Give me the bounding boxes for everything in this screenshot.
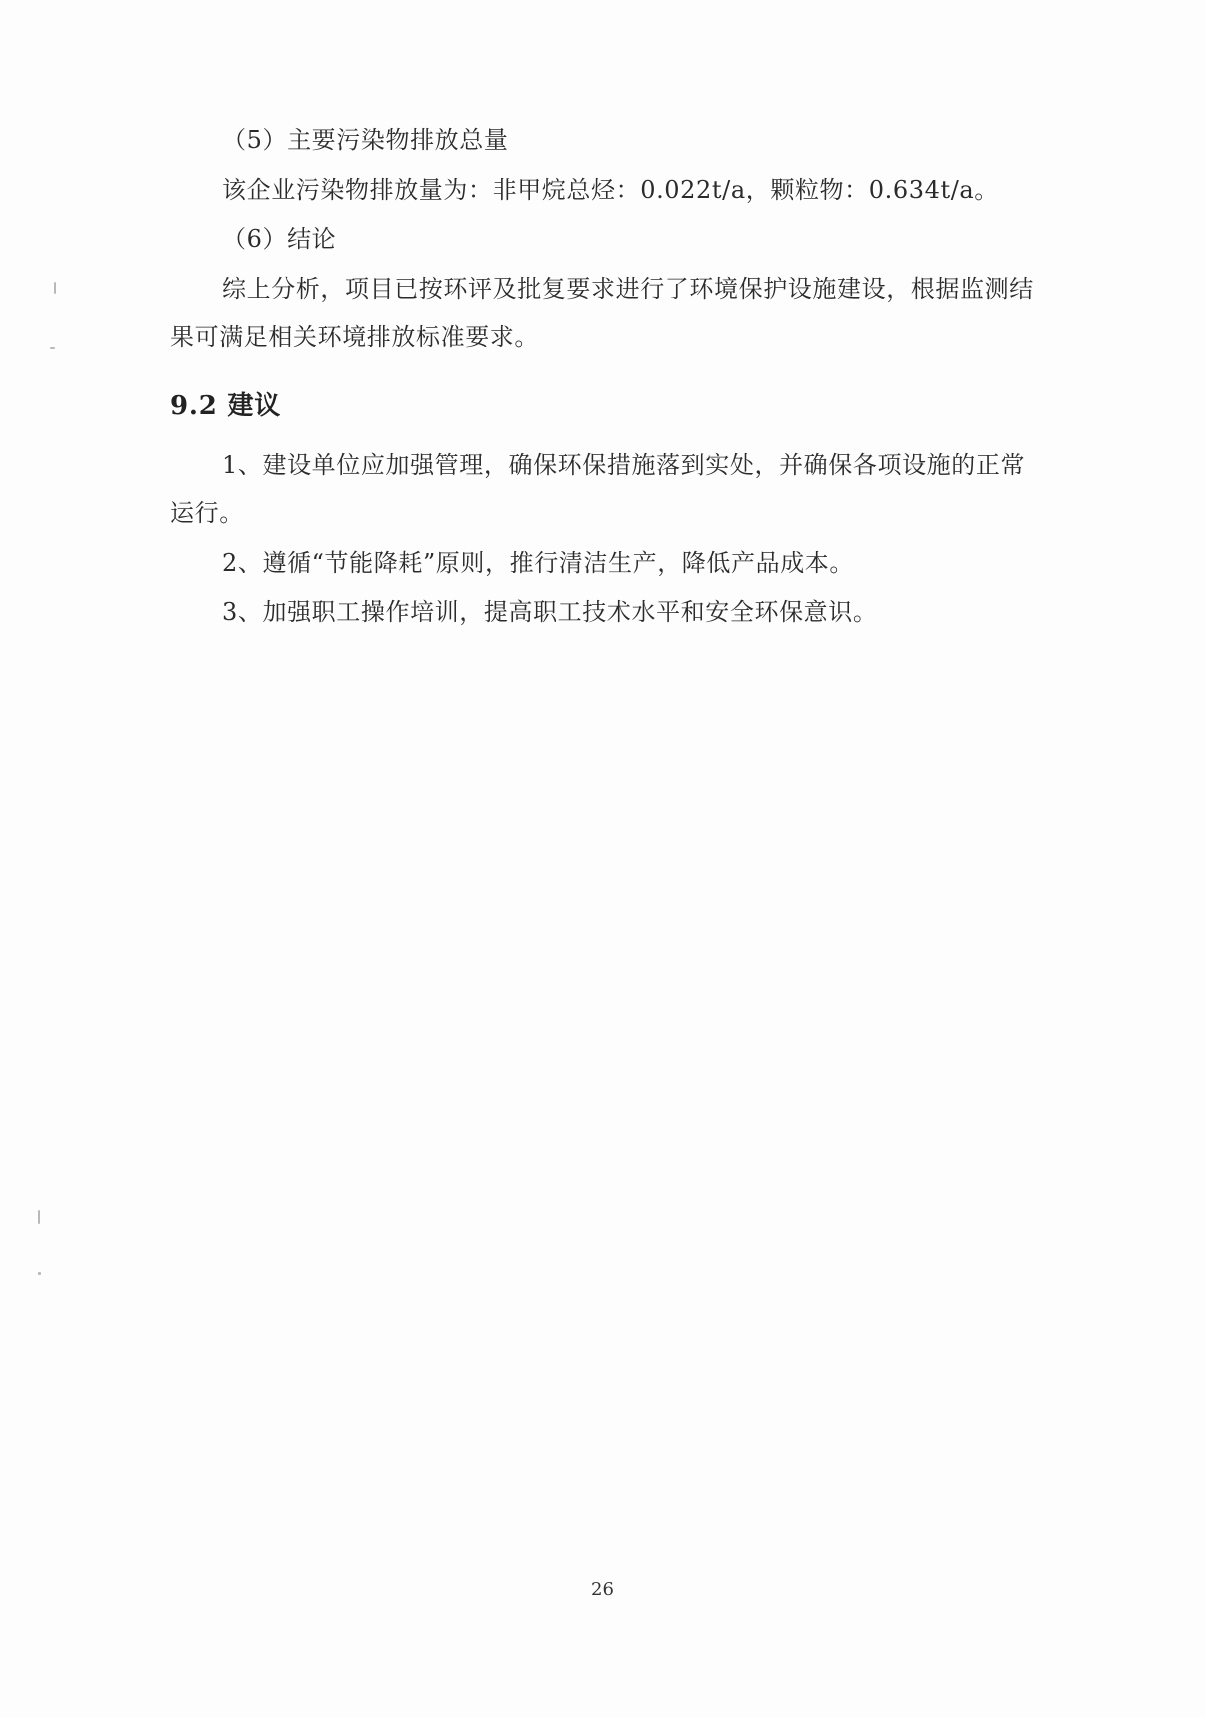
page-number: 26 (591, 1579, 614, 1600)
recommendation-3: 3、加强职工操作培训，提高职工技术水平和安全环保意识。 (222, 598, 878, 626)
recommendation-1-line2: 运行。 (170, 499, 244, 527)
item6-title: （6）结论 (222, 225, 337, 253)
item6-text-line1: 综上分析，项目已按环评及批复要求进行了环境保护设施建设，根据监测结 (222, 275, 1034, 303)
item5-text: 该企业污染物排放量为：非甲烷总烃：0.022t/a，颗粒物：0.634t/a。 (222, 176, 999, 204)
scan-speck (54, 282, 56, 294)
scan-speck (38, 1272, 41, 1275)
item6-text-line2: 果可满足相关环境排放标准要求。 (170, 323, 539, 351)
item5-title: （5）主要污染物排放总量 (222, 126, 509, 154)
scan-speck (38, 1210, 40, 1224)
section-9-2-heading: 9.2 建议 (170, 391, 282, 421)
scan-speck (50, 347, 55, 349)
recommendation-2: 2、遵循“节能降耗”原则，推行清洁生产，降低产品成本。 (222, 549, 855, 577)
recommendation-1-line1: 1、建设单位应加强管理，确保环保措施落到实处，并确保各项设施的正常 (222, 451, 1026, 479)
